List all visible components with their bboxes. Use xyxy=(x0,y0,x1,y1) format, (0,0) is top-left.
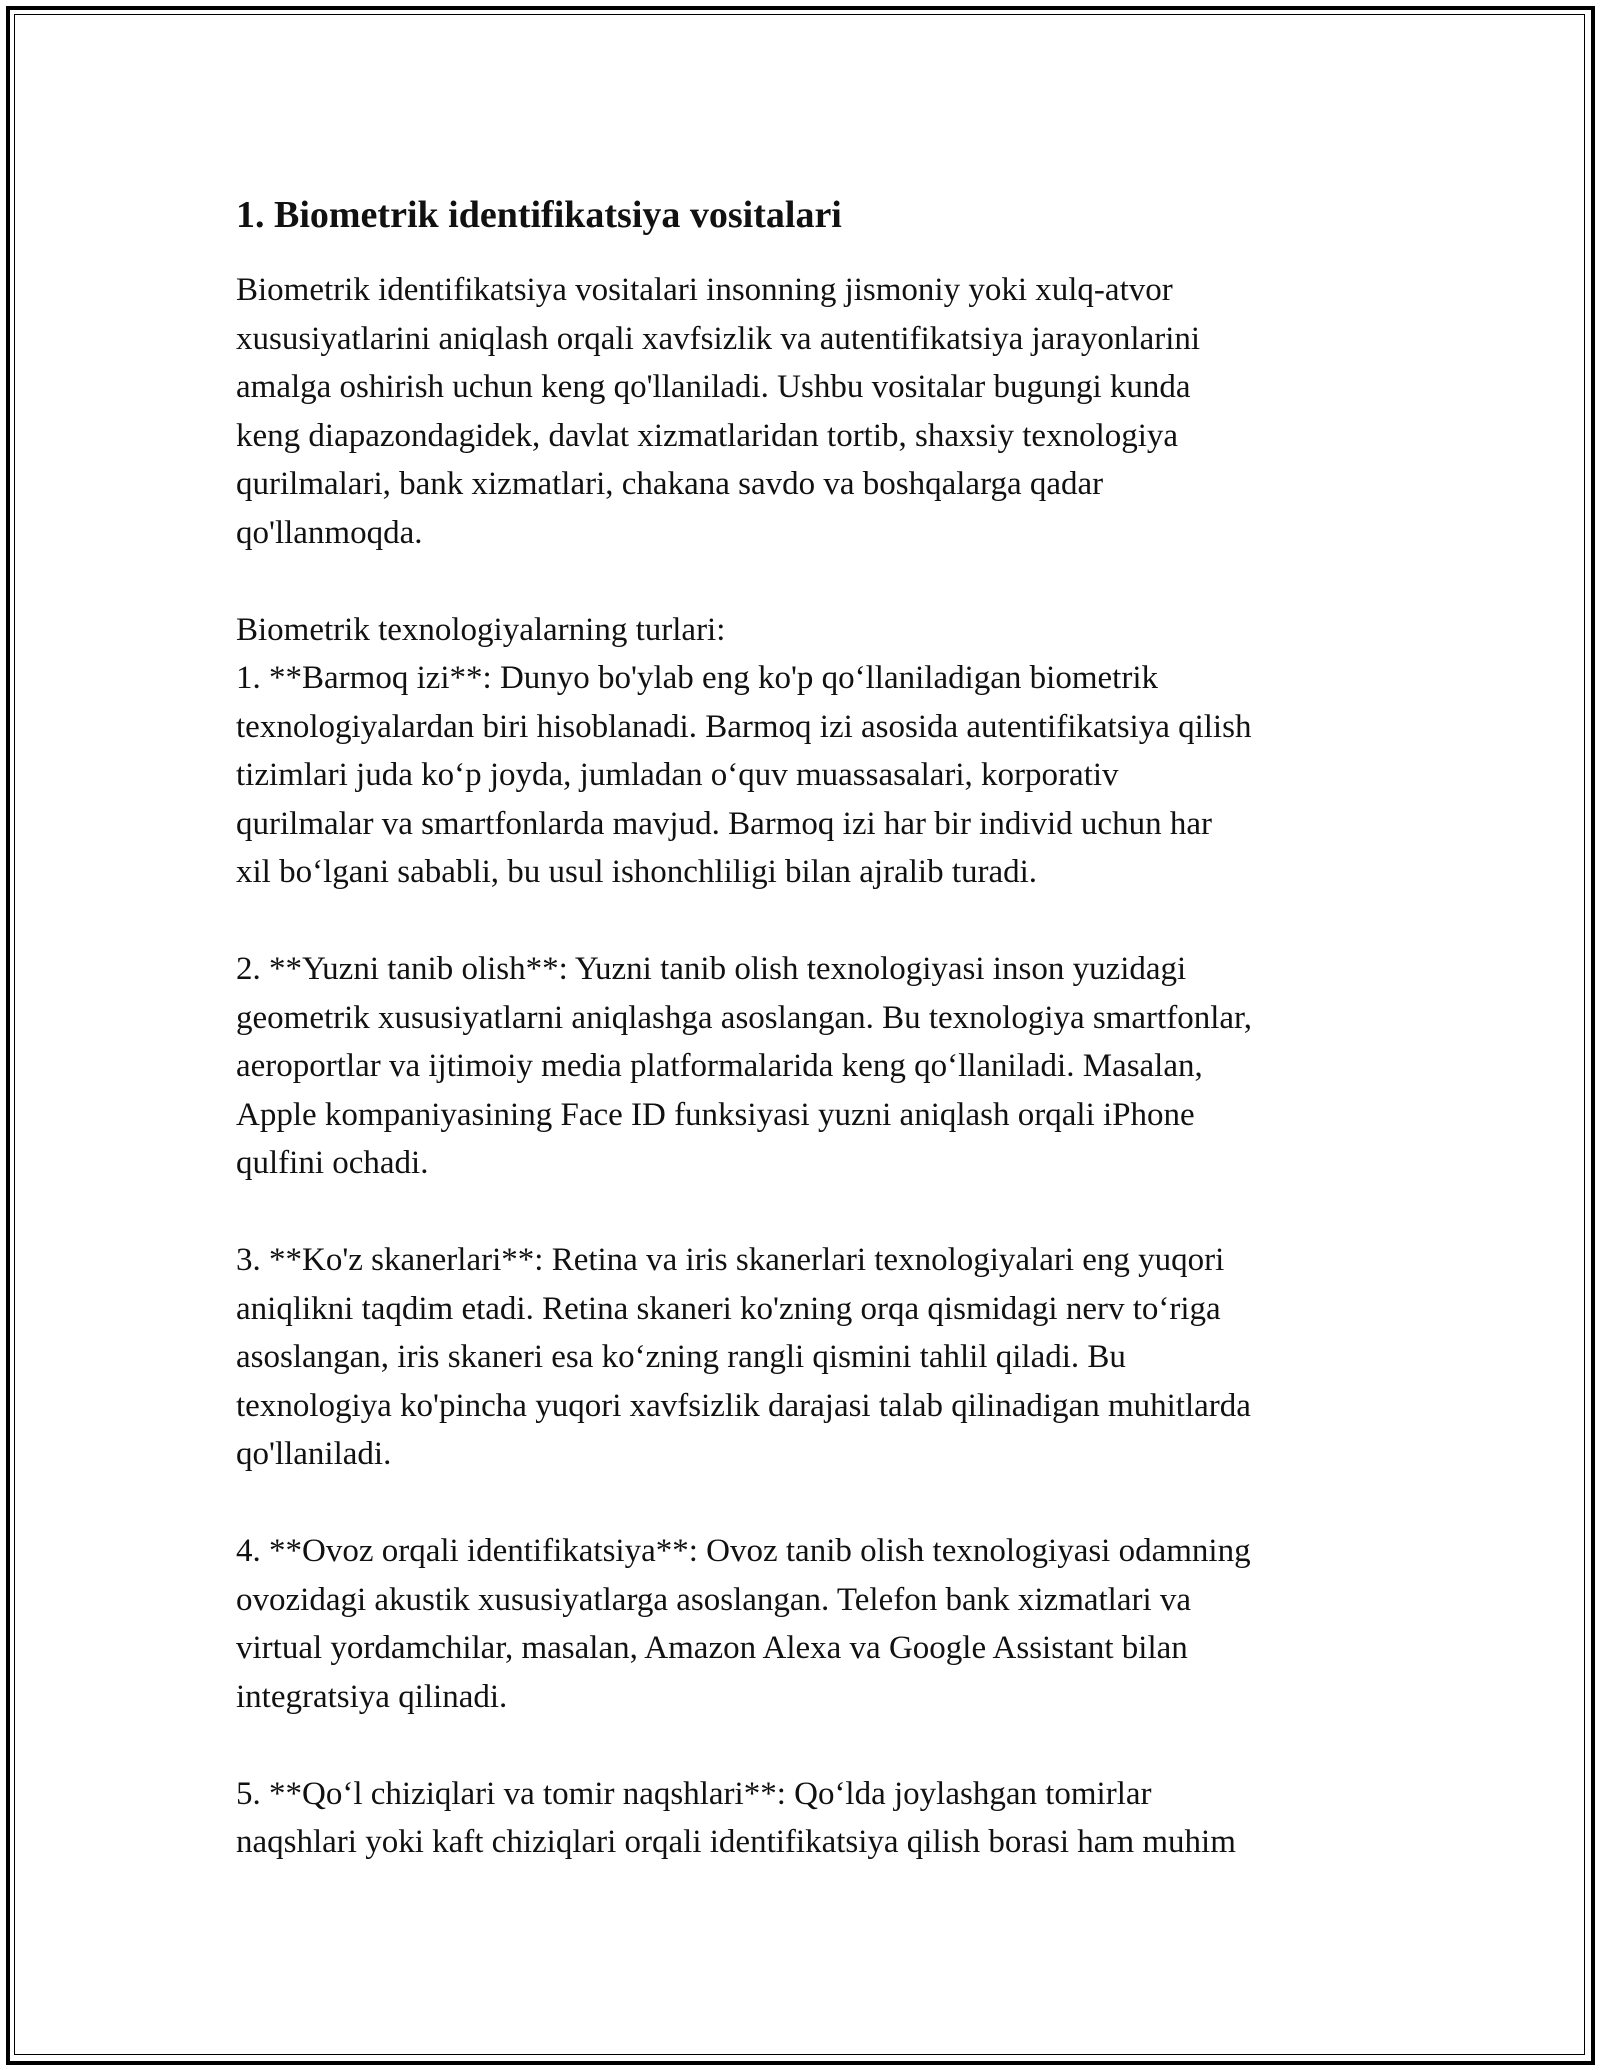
paragraph-gap xyxy=(236,1479,1386,1528)
text-line: naqshlari yoki kaft chiziqlari orqali identifikatsiya qilish borasi ham muhim xyxy=(236,1824,1236,1860)
text-line: ovozidagi akustik xususiyatlarga asoslangan. Telefon bank xizmatlari va xyxy=(236,1581,1192,1618)
paragraph-gap xyxy=(236,897,1386,946)
text-line: xil bo‘lgani sababli, bu usul ishonchliligi bilan ajralib turadi. xyxy=(236,854,1038,890)
text-line: integratsiya qilinadi. xyxy=(236,1678,508,1715)
text-line: 2. **Yuzni tanib olish**: Yuzni tanib olish texnologiyasi inson yuzidagi xyxy=(236,951,1187,987)
text-line: qo'llanmoqda. xyxy=(236,514,423,551)
text-line: asoslangan, iris skaneri esa ko‘zning rangli qismini tahlil qiladi. Bu xyxy=(236,1339,1126,1375)
paragraph-gap xyxy=(236,557,1386,606)
text-line: virtual yordamchilar, masalan, Amazon Alexa va Google Assistant bilan xyxy=(236,1630,1188,1666)
text-line: 1. **Barmoq izi**: Dunyo bo'ylab eng ko'p qo‘llaniladigan biometrik xyxy=(236,660,1158,696)
text-line: texnologiyalardan biri hisoblanadi. Barmoq izi asosida autentifikatsiya qilish xyxy=(236,708,1252,745)
document-body xyxy=(236,190,1386,1867)
text-line: aniqlikni taqdim etadi. Retina skaneri ko'zning orqa qismidagi nerv to‘riga xyxy=(236,1290,1221,1327)
text-line: qurilmalari, bank xizmatlari, chakana savdo va boshqalarga qadar xyxy=(236,466,1104,502)
text-line: geometrik xususiyatlarni aniqlashga asoslangan. Bu texnologiya smartfonlar, xyxy=(236,999,1252,1036)
text-line: qo'llaniladi. xyxy=(236,1436,392,1472)
text-line: 4. **Ovoz orqali identifikatsiya**: Ovoz tanib olish texnologiyasi odamning xyxy=(236,1533,1251,1569)
text-line: tizimlari juda ko‘p joyda, jumladan o‘quv muassasalari, korporativ xyxy=(236,757,1119,793)
text-line: Biometrik identifikatsiya vositalari insonning jismoniy yoki xulq-atvor xyxy=(236,272,1173,308)
text-line: xususiyatlarini aniqlash orqali xavfsizlik va autentifikatsiya jarayonlarini xyxy=(236,320,1201,357)
text-line: qulfini ochadi. xyxy=(236,1145,429,1181)
text-line: texnologiya ko'pincha yuqori xavfsizlik darajasi talab qilinadigan muhitlarda xyxy=(236,1387,1251,1424)
text-line: 3. **Ko'z skanerlari**: Retina va iris skanerlari texnologiyalari eng yuqori xyxy=(236,1242,1225,1278)
types-heading: Biometrik texnologiyalarning turlari: xyxy=(236,611,726,648)
paragraph-gap xyxy=(236,1721,1386,1770)
text-line: keng diapazondagidek, davlat xizmatlaridan tortib, shaxsiy texnologiya xyxy=(236,417,1179,454)
text-line: Apple kompaniyasining Face ID funksiyasi yuzni aniqlash orqali iPhone xyxy=(236,1096,1195,1133)
list-item-voice-identification xyxy=(236,1527,1386,1721)
list-item-eye-scanners xyxy=(236,1236,1386,1479)
list-item-hand-veins xyxy=(236,1770,1386,1867)
document-title: 1. Biometrik identifikatsiya vositalari xyxy=(236,194,842,236)
paragraph-gap xyxy=(236,1188,1386,1237)
types-section xyxy=(236,606,1386,897)
list-item-face-recognition xyxy=(236,945,1386,1188)
text-line: amalga oshirish uchun keng qo'llaniladi. Ushbu vositalar bugungi kunda xyxy=(236,369,1191,405)
text-line: qurilmalar va smartfonlarda mavjud. Barmoq izi har bir individ uchun har xyxy=(236,805,1212,842)
text-line: 5. **Qo‘l chiziqlari va tomir naqshlari**: Qo‘lda joylashgan tomirlar xyxy=(236,1775,1152,1812)
text-line: aeroportlar va ijtimoiy media platformalarida keng qo‘llaniladi. Masalan, xyxy=(236,1048,1203,1084)
intro-paragraph xyxy=(236,266,1386,557)
